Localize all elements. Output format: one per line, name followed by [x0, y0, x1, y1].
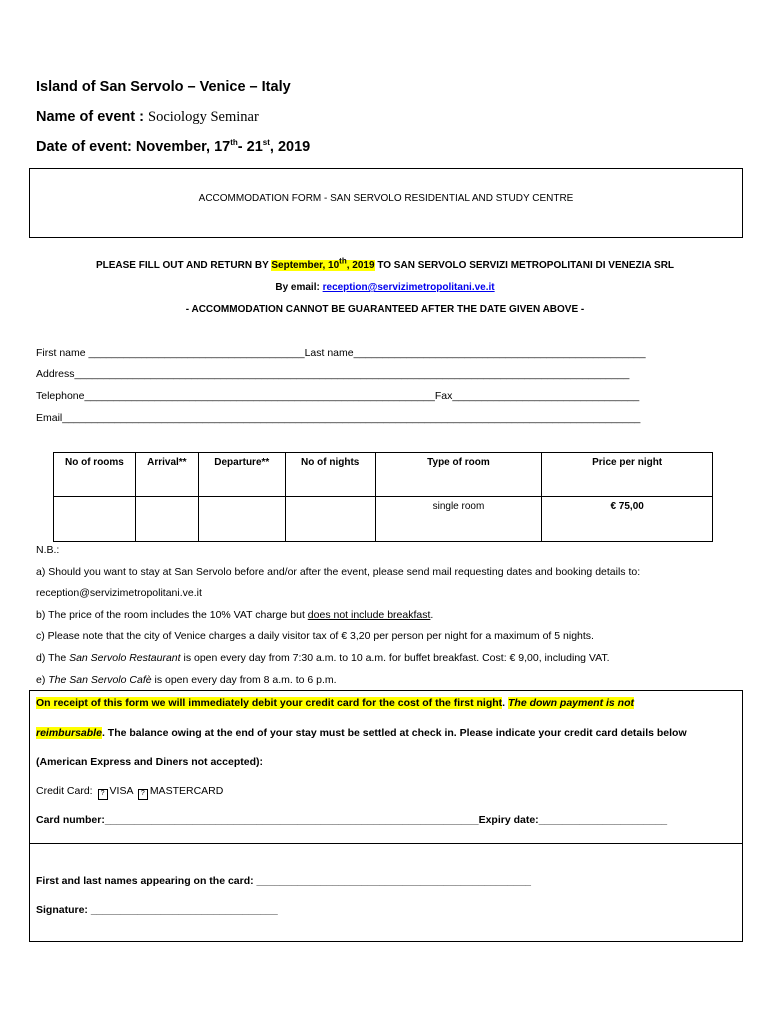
departure-cell[interactable]: [198, 497, 285, 542]
location-heading: [36, 79, 291, 95]
note-d-italic: San Servolo Restaurant: [69, 652, 181, 664]
room-type-cell: single room: [375, 497, 542, 542]
mastercard-checkbox[interactable]: ?: [138, 789, 148, 800]
note-a: a) Should you want to stay at San Servolo before and/or after the event, please send mail requesting dates and booking details to:: [36, 566, 641, 578]
note-e: [36, 674, 337, 686]
note-b-text: b) The price of the room includes the 10% VAT charge but: [36, 609, 308, 621]
card-names-field[interactable]: First and last names appearing on the card: _______________________________________________: [36, 875, 532, 887]
email-label: By email:: [275, 282, 323, 293]
event-name-label: Name of event :: [36, 109, 144, 125]
payment-line-2: [36, 727, 687, 739]
note-e-text: e): [36, 674, 49, 686]
note-e-end: is open every day from 8 a.m. to 6 p.m.: [151, 674, 337, 686]
not-refundable-notice: The down payment is not: [508, 697, 635, 709]
rooms-cell[interactable]: [54, 497, 136, 542]
payment-box: [29, 690, 743, 942]
first-last-name-field[interactable]: First name _____________________________________Last name__________________________________________________: [36, 347, 646, 359]
payment-divider: [30, 843, 742, 844]
reimbursable-word: reimbursable: [36, 727, 102, 739]
note-b: [36, 609, 433, 621]
return-instructions: [0, 256, 770, 271]
price-cell: € 75,00: [542, 497, 713, 542]
table-header-row: [54, 453, 713, 497]
email-line: [0, 282, 770, 293]
card-number-field[interactable]: Card number:________________________________________________________________Expiry date:______________________: [36, 814, 668, 826]
event-date-line: [36, 139, 310, 155]
form-title-box: [29, 168, 743, 238]
nights-cell[interactable]: [285, 497, 375, 542]
col-header-price: Price per night: [542, 453, 713, 497]
guarantee-warning: - ACCOMMODATION CANNOT BE GUARANTEED AFTER THE DATE GIVEN ABOVE -: [185, 304, 585, 315]
col-header-nights: No of nights: [285, 453, 375, 497]
payment-line-1: [36, 697, 634, 709]
return-by-text: PLEASE FILL OUT AND RETURN BY: [95, 260, 272, 271]
credit-card-choice: [36, 785, 223, 800]
note-d-end: is open every day from 7:30 a.m. to 10 a.m. for buffet breakfast. Cost: € 9,00, including VAT.: [180, 652, 610, 664]
col-header-departure: Departure**: [198, 453, 285, 497]
nb-label: N.B.:: [36, 544, 60, 556]
col-header-arrival: Arrival**: [135, 453, 198, 497]
event-name-line: [36, 109, 259, 126]
deadline-sup: th: [339, 256, 347, 266]
balance-notice: . The balance owing at the end of your stay must be settled at check in. Please indicate your credit card details below: [101, 727, 687, 739]
arrival-cell[interactable]: [135, 497, 198, 542]
col-header-room-type: Type of room: [375, 453, 542, 497]
note-d-text: d) The: [36, 652, 70, 664]
telephone-fax-field[interactable]: Telephone____________________________________________________________Fax________________________________: [36, 390, 640, 402]
debit-notice: On receipt of this form we will immediately debit your credit card for the cost of the first night: [36, 697, 503, 709]
deadline-year: , 2019: [346, 260, 375, 271]
debit-notice-dot: .: [502, 697, 506, 709]
event-date-label: Date of event: November, 17: [36, 139, 231, 155]
cards-not-accepted: (American Express and Diners not accepted):: [36, 756, 263, 768]
table-row: [54, 497, 713, 542]
form-title: ACCOMMODATION FORM - SAN SERVOLO RESIDENTIAL AND STUDY CENTRE: [198, 193, 574, 204]
mastercard-label: MASTERCARD: [149, 785, 224, 797]
event-name-value: Sociology Seminar: [148, 109, 259, 125]
event-date-mid: - 21: [237, 139, 263, 155]
col-header-rooms: No of rooms: [54, 453, 136, 497]
credit-card-label: Credit Card:: [36, 785, 96, 797]
rooms-table: [53, 452, 713, 542]
note-a-email: reception@servizimetropolitani.ve.it: [36, 587, 202, 599]
note-d: [36, 652, 610, 664]
address-field[interactable]: Address_______________________________________________________________________________________________: [36, 368, 630, 380]
note-b-end: .: [430, 609, 434, 621]
reception-email-link[interactable]: reception@servizimetropolitani.ve.it: [322, 282, 495, 293]
signature-field[interactable]: Signature: ________________________________: [36, 904, 278, 916]
event-date-sup2: st: [262, 138, 270, 148]
event-date-end: , 2019: [269, 139, 311, 155]
email-field[interactable]: Email___________________________________________________________________________________________________: [36, 412, 641, 424]
visa-label: VISA: [109, 785, 133, 797]
note-b-underlined: does not include breakfast: [307, 609, 431, 621]
return-to-text: TO SAN SERVOLO SERVIZI METROPOLITANI DI VENEZIA SRL: [374, 260, 675, 271]
note-c: c) Please note that the city of Venice charges a daily visitor tax of € 3,20 per person per night for a maximum of 5 nights.: [36, 630, 594, 642]
visa-checkbox[interactable]: ?: [98, 789, 108, 800]
location-text: Island of San Servolo – Venice – Italy: [36, 79, 291, 95]
deadline-highlight: [271, 256, 375, 271]
note-e-italic: The San Servolo Cafè: [48, 674, 152, 686]
deadline-date: September, 10: [271, 260, 340, 271]
event-date-sup1: th: [230, 138, 238, 148]
